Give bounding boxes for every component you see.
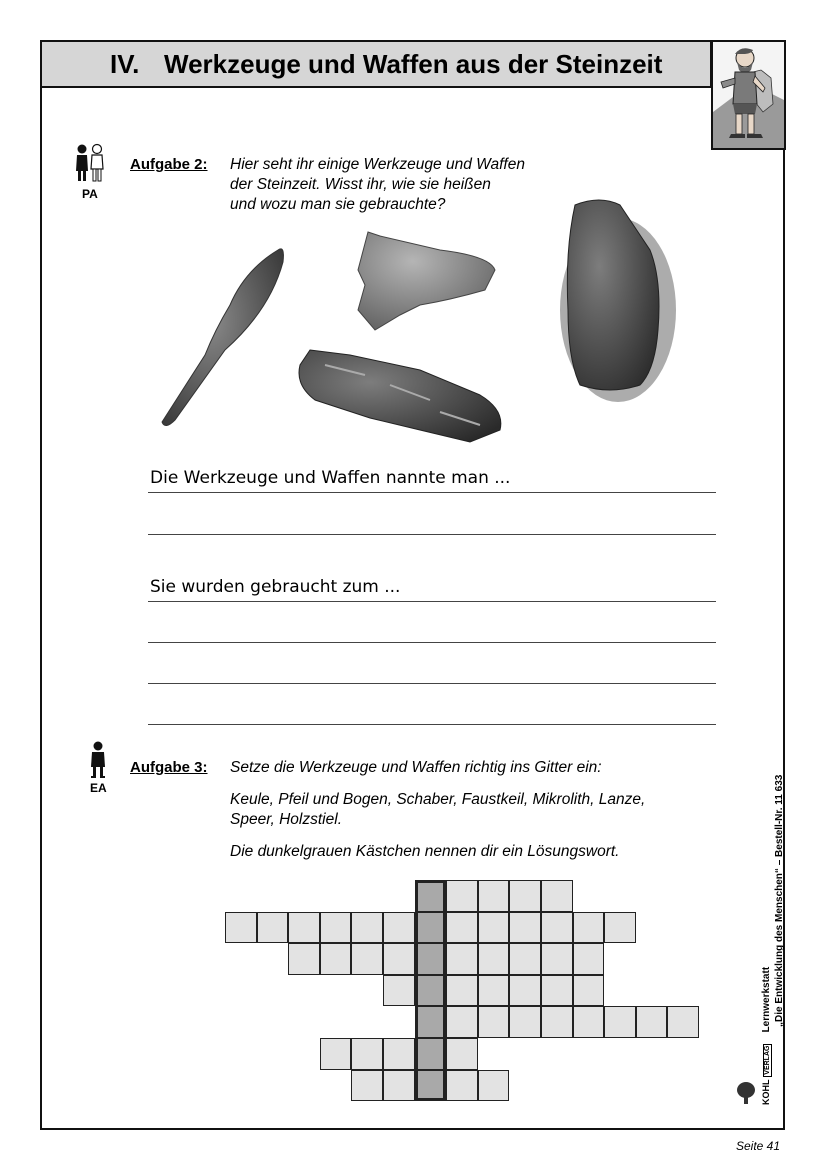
crossword-cell[interactable] xyxy=(604,1006,636,1038)
crossword-cell[interactable] xyxy=(446,1038,478,1070)
crossword-cell[interactable] xyxy=(351,943,383,975)
crossword-cell[interactable] xyxy=(446,880,478,912)
crossword-cell[interactable] xyxy=(446,1006,478,1038)
individual-work-icon xyxy=(88,740,108,785)
task2-line: und wozu man sie gebrauchte? xyxy=(230,196,446,213)
publisher-sidebar xyxy=(760,775,786,1105)
publisher-logo: KOHL xyxy=(761,1079,771,1105)
crossword-cell[interactable] xyxy=(383,912,415,944)
task3-instruction: Setze die Werkzeuge und Waffen richtig ins Gitter ein: xyxy=(230,759,602,776)
crossword-cell[interactable] xyxy=(478,943,510,975)
task3-hint: Die dunkelgrauen Kästchen nennen dir ein Lösungswort. xyxy=(230,843,620,860)
pair-work-icon xyxy=(72,143,108,190)
word-list-line: Speer, Holzstiel. xyxy=(230,811,342,828)
crossword-cell[interactable] xyxy=(446,975,478,1007)
crossword-cell[interactable] xyxy=(351,1038,383,1070)
stone-tools-photo xyxy=(150,190,690,450)
crossword-cell[interactable] xyxy=(636,1006,668,1038)
publisher-badge: VERLAG xyxy=(764,1045,771,1075)
crossword-cell[interactable] xyxy=(446,1070,478,1102)
crossword-cell[interactable] xyxy=(573,912,605,944)
page-title: Werkzeuge und Waffen aus der Steinzeit xyxy=(164,49,663,79)
answer-line[interactable] xyxy=(148,683,716,684)
crossword-cell[interactable] xyxy=(573,1006,605,1038)
crossword-cell[interactable] xyxy=(446,912,478,944)
crossword-cell[interactable] xyxy=(541,912,573,944)
crossword-cell[interactable] xyxy=(383,1038,415,1070)
prompt-usage: Sie wurden gebraucht zum ... xyxy=(150,577,401,597)
crossword-cell[interactable] xyxy=(320,943,352,975)
grinding-stone-image xyxy=(560,200,676,402)
task2-line: Hier seht ihr einige Werkzeuge und Waffen xyxy=(230,156,525,173)
crossword-cell[interactable] xyxy=(573,975,605,1007)
crossword-cell[interactable] xyxy=(478,912,510,944)
flint-blade-image xyxy=(299,350,501,442)
crossword-cell[interactable] xyxy=(288,912,320,944)
crossword-cell[interactable] xyxy=(351,912,383,944)
chapter-number: IV. xyxy=(110,49,140,79)
crossword-cell[interactable] xyxy=(509,1006,541,1038)
task2-line: der Steinzeit. Wisst ihr, wie sie heißen xyxy=(230,176,491,193)
crossword-cell[interactable] xyxy=(320,912,352,944)
crossword-cell[interactable] xyxy=(383,1070,415,1102)
crossword-cell[interactable] xyxy=(509,912,541,944)
crossword-cell[interactable] xyxy=(257,912,289,944)
answer-line[interactable] xyxy=(148,534,716,535)
crossword-cell[interactable] xyxy=(509,880,541,912)
mode-label-pa: PA xyxy=(82,187,98,201)
bone-dagger-image xyxy=(162,249,283,426)
crossword-cell[interactable] xyxy=(604,912,636,944)
solution-column-outline xyxy=(415,880,447,1101)
crossword-cell[interactable] xyxy=(541,1006,573,1038)
task3-words xyxy=(230,790,645,830)
crossword-cell[interactable] xyxy=(478,880,510,912)
crossword-cell[interactable] xyxy=(288,943,320,975)
crossword-cell[interactable] xyxy=(225,912,257,944)
answer-line[interactable] xyxy=(148,492,716,493)
crossword-cell[interactable] xyxy=(478,975,510,1007)
task3-label: Aufgabe 3: xyxy=(130,759,208,776)
crossword-cell[interactable] xyxy=(573,943,605,975)
answer-line[interactable] xyxy=(148,601,716,602)
word-list-line: Keule, Pfeil und Bogen, Schaber, Faustkeil, Mikrolith, Lanze, xyxy=(230,791,646,808)
task2-label: Aufgabe 2: xyxy=(130,156,208,173)
crossword-cell[interactable] xyxy=(541,975,573,1007)
crossword-cell[interactable] xyxy=(320,1038,352,1070)
crossword-cell[interactable] xyxy=(509,975,541,1007)
crossword-cell[interactable] xyxy=(383,975,415,1007)
crossword-cell[interactable] xyxy=(478,1006,510,1038)
crossword-cell[interactable] xyxy=(667,1006,699,1038)
crossword-cell[interactable] xyxy=(478,1070,510,1102)
crossword-cell[interactable] xyxy=(351,1070,383,1102)
prompt-names: Die Werkzeuge und Waffen nannte man ... xyxy=(150,468,511,488)
crossword-cell[interactable] xyxy=(541,943,573,975)
crossword-cell[interactable] xyxy=(541,880,573,912)
sidebar-line2: „Die Entwicklung des Menschen“ – Bestell-Nr. 11 633 xyxy=(774,774,785,1027)
crossword-cell[interactable] xyxy=(509,943,541,975)
hand-axe-image xyxy=(358,232,495,330)
publisher-tree-logo xyxy=(736,1080,756,1111)
sidebar-line1: Lernwerkstatt xyxy=(761,966,772,1033)
header-bar xyxy=(40,40,712,88)
mode-label-ea: EA xyxy=(90,781,107,795)
page-number: Seite 41 xyxy=(736,1139,781,1153)
crossword-cell[interactable] xyxy=(446,943,478,975)
answer-line[interactable] xyxy=(148,724,716,725)
caveman-illustration xyxy=(711,40,786,150)
crossword-cell[interactable] xyxy=(383,943,415,975)
answer-line[interactable] xyxy=(148,642,716,643)
